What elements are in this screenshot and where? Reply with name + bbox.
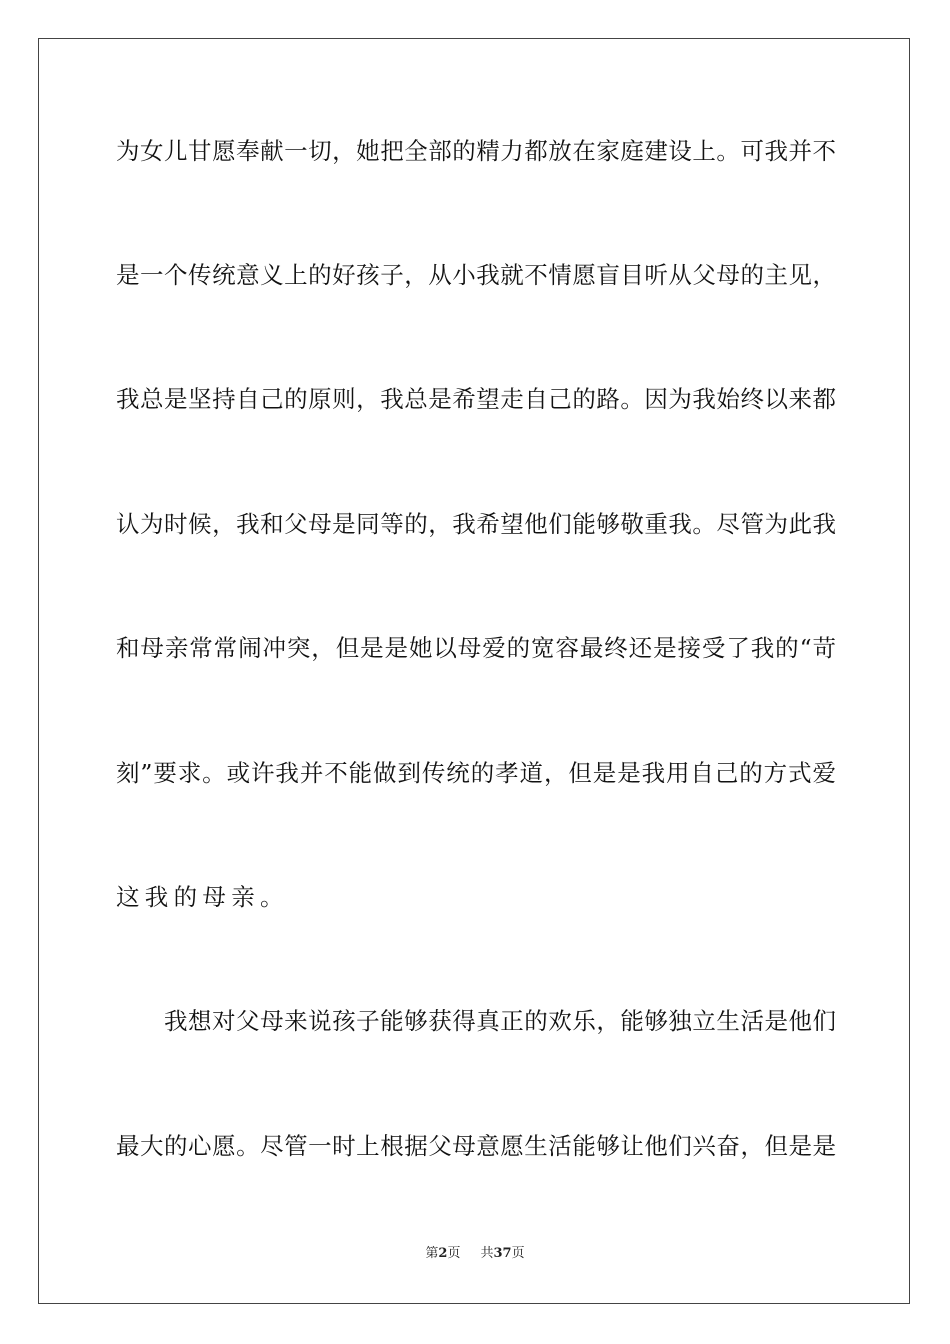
total-suffix: 页 <box>511 1246 525 1261</box>
paragraph-line: 我想对父母来说孩子能够获得真正的欢乐，能够独立生活是他们 <box>164 1007 836 1035</box>
page-number: 2 <box>438 1246 448 1261</box>
page-suffix: 页 <box>447 1246 461 1261</box>
paragraph-line: 认为时候，我和父母是同等的，我希望他们能够敬重我。尽管为此我 <box>116 510 836 538</box>
paragraph-line: 为女儿甘愿奉献一切，她把全部的精力都放在家庭建设上。可我并不 <box>116 137 836 165</box>
paragraph-line: 最大的心愿。尽管一时上根据父母意愿生活能够让他们兴奋，但是是 <box>116 1132 836 1160</box>
total-prefix: 共 <box>480 1246 494 1261</box>
total-pages: 37 <box>493 1246 512 1261</box>
page-footer <box>0 1245 950 1263</box>
page-prefix: 第 <box>425 1246 439 1261</box>
paragraph-line: 和母亲常常闹冲突，但是是她以母爱的宽容最终还是接受了我的“苛 <box>116 634 836 662</box>
paragraph-line: 我总是坚持自己的原则，我总是希望走自己的路。因为我始终以来都 <box>116 385 836 413</box>
paragraph-line: 这我的母亲。 <box>116 883 289 911</box>
paragraph-line: 是一个传统意义上的好孩子，从小我就不情愿盲目听从父母的主见， <box>116 261 836 289</box>
page-border <box>38 38 910 1304</box>
paragraph-line: 刻”要求。或许我并不能做到传统的孝道，但是是我用自己的方式爱 <box>116 759 836 787</box>
